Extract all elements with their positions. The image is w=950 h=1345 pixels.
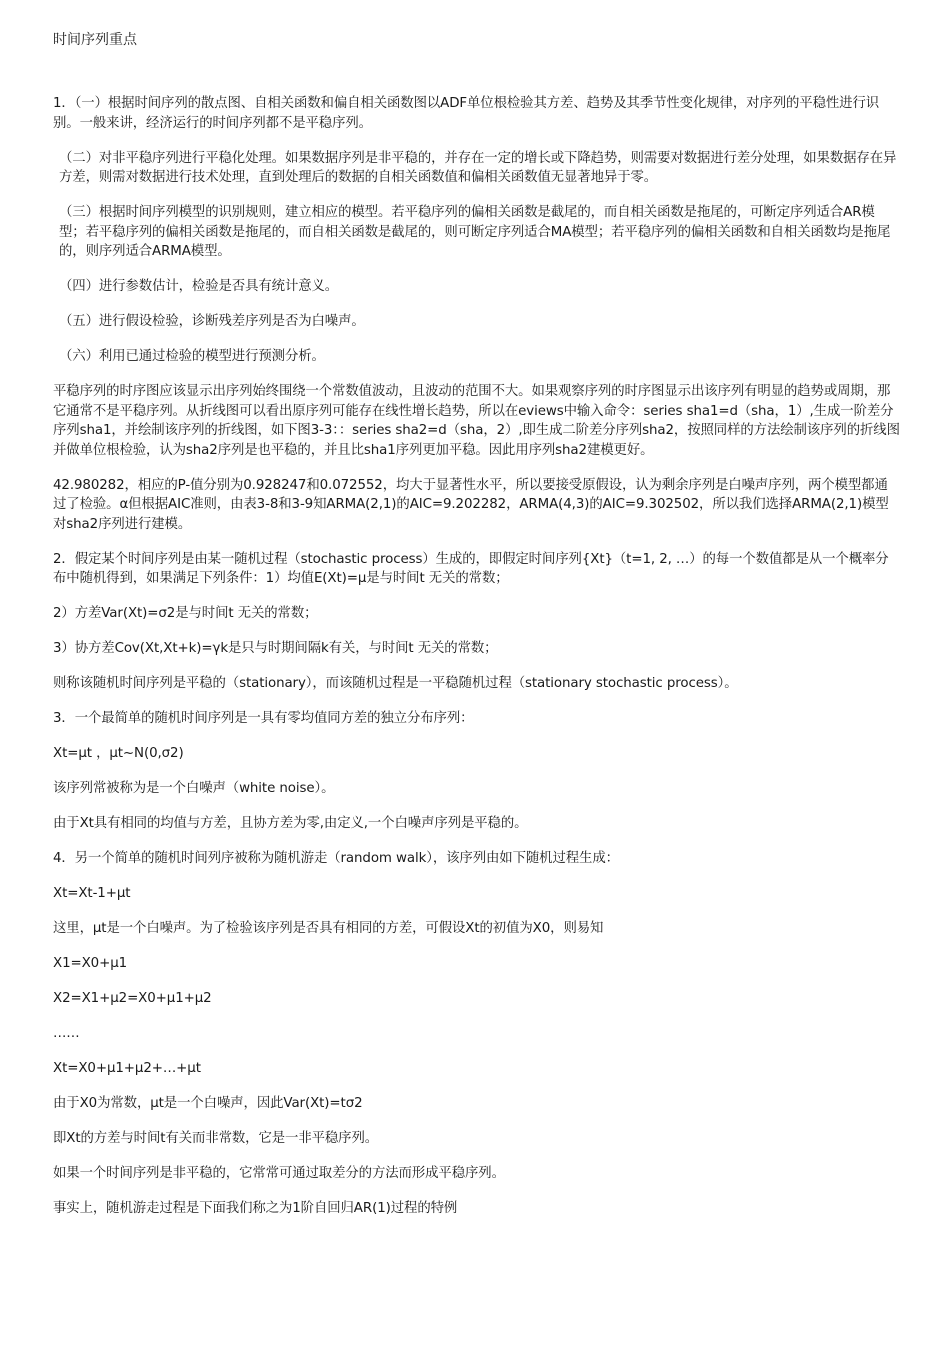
- paragraph-white-noise-name: 该序列常被称为是一个白噪声（white noise）。: [53, 781, 335, 796]
- paragraph-stationarity-definition: 2．假定某个时间序列是由某一随机过程（stochastic process）生成的，即假定时间序列{Xt}（t=1, 2, …）的每一个数值都是从一个概率分布中随机得到，如果满足下列条件：1）均值E(Xt)=μ是与时间t 无关的常数；: [53, 551, 889, 586]
- formula-x2: X2=X1+μ2=X0+μ1+μ2: [53, 991, 212, 1006]
- paragraph-white-noise-intro: 3．一个最简单的随机时间序列是一具有零均值同方差的独立分布序列：: [53, 711, 474, 726]
- paragraph-step-4: （四）进行参数估计，检验是否具有统计意义。: [59, 279, 339, 294]
- paragraph-random-walk-variance: 这里，μt是一个白噪声。为了检验该序列是否具有相同的方差，可假设Xt的初值为X0，则易知: [53, 921, 604, 936]
- paragraph-condition-covariance: 3）协方差Cov(Xt,Xt+k)=γk是只与时期间隔k有关，与时间t 无关的常数；: [53, 641, 498, 656]
- paragraph-stationary-timeplot: 平稳序列的时序图应该显示出序列始终围绕一个常数值波动，且波动的范围不大。如果观察序列的时序图显示出该序列有明显的趋势或周期，那它通常不是平稳序列。从折线图可以看出原序列可能存在线性增长趋势，所以在eviews中输入命令：series sha1=d（sha，1）,生成一阶差分序列sha1，并绘制该序列的折线图，如下图3-3：：series sha2=d（sha，2）,即生成二阶差分序列sha2，按照同样的方法绘制该序列的折线图并做单位根检验，认为sha2序列是也平稳的，并且比sha1序列更加平稳。因此用序列sha2建模更好。: [53, 384, 900, 458]
- paragraph-step-1: 1．（一）根据时间序列的散点图、自相关函数和偏自相关函数图以ADF单位根检验其方差、趋势及其季节性变化规律，对序列的平稳性进行识别。一般来讲，经济运行的时间序列都不是平稳序列。: [53, 96, 880, 131]
- paragraph-step-3: （三）根据时间序列模型的识别规则，建立相应的模型。若平稳序列的偏相关函数是截尾的，而自相关函数是拖尾的，可断定序列适合AR模型；若平稳序列的偏相关函数是拖尾的，而自相关函数是截尾的，则可断定序列适合MA模型；若平稳序列的偏相关函数和自相关函数均是拖尾的，则序列适合ARMA模型。: [59, 205, 891, 259]
- paragraph-step-2: （二）对非平稳序列进行平稳化处理。如果数据序列是非平稳的，并存在一定的增长或下降趋势，则需要对数据进行差分处理，如果数据存在异方差，则需对数据进行技术处理，直到处理后的数据的自相关函数值和偏相关函数值无显著地异于零。: [59, 150, 897, 185]
- paragraph-variance-result: 由于X0为常数，μt是一个白噪声，因此Var(Xt)=tσ2: [53, 1096, 363, 1111]
- formula-x1: X1=X0+μ1: [53, 956, 128, 971]
- paragraph-differencing: 如果一个时间序列是非平稳的，它常常可通过取差分的方法而形成平稳序列。: [53, 1166, 505, 1181]
- paragraph-stationary-conclusion: 则称该随机时间序列是平稳的（stationary），而该随机过程是一平稳随机过程（stationary stochastic process）。: [53, 676, 738, 691]
- document-page: [53, 30, 901, 1234]
- formula-xt: Xt=X0+μ1+μ2+…+μt: [53, 1061, 201, 1076]
- paragraph-condition-variance: 2）方差Var(Xt)=σ2是与时间t 无关的常数；: [53, 606, 318, 621]
- formula-random-walk: Xt=Xt-1+μt: [53, 886, 131, 901]
- paragraph-white-noise-stationary: 由于Xt具有相同的均值与方差，且协方差为零,由定义,一个白噪声序列是平稳的。: [53, 816, 528, 831]
- paragraph-model-selection: 42.980282，相应的P-值分别为0.928247和0.072552，均大于显著性水平，所以要接受原假设，认为剩余序列是白噪声序列，两个模型都通过了检验。α但根据AIC准则，由表3-8和3-9知ARMA(2,1)的AIC=9.202282，ARMA(4,3)的AIC=9.302502，所以我们选择ARMA(2,1)模型对sha2序列进行建模。: [53, 477, 889, 532]
- paragraph-ar1-special-case: 事实上，随机游走过程是下面我们称之为1阶自回归AR(1)过程的特例: [53, 1201, 458, 1216]
- paragraph-nonstationary: 即Xt的方差与时间t有关而非常数，它是一非平稳序列。: [53, 1131, 379, 1146]
- document-title: 时间序列重点: [53, 32, 137, 48]
- paragraph-step-6: （六）利用已通过检验的模型进行预测分析。: [59, 349, 325, 364]
- paragraph-random-walk-intro: 4．另一个简单的随机时间列序被称为随机游走（random walk），该序列由如下随机过程生成：: [53, 851, 619, 866]
- paragraph-step-5: （五）进行假设检验，诊断残差序列是否为白噪声。: [59, 314, 365, 329]
- formula-white-noise: Xt=μt ，μt~N(0,σ2): [53, 746, 184, 761]
- formula-ellipsis: ……: [53, 1026, 80, 1041]
